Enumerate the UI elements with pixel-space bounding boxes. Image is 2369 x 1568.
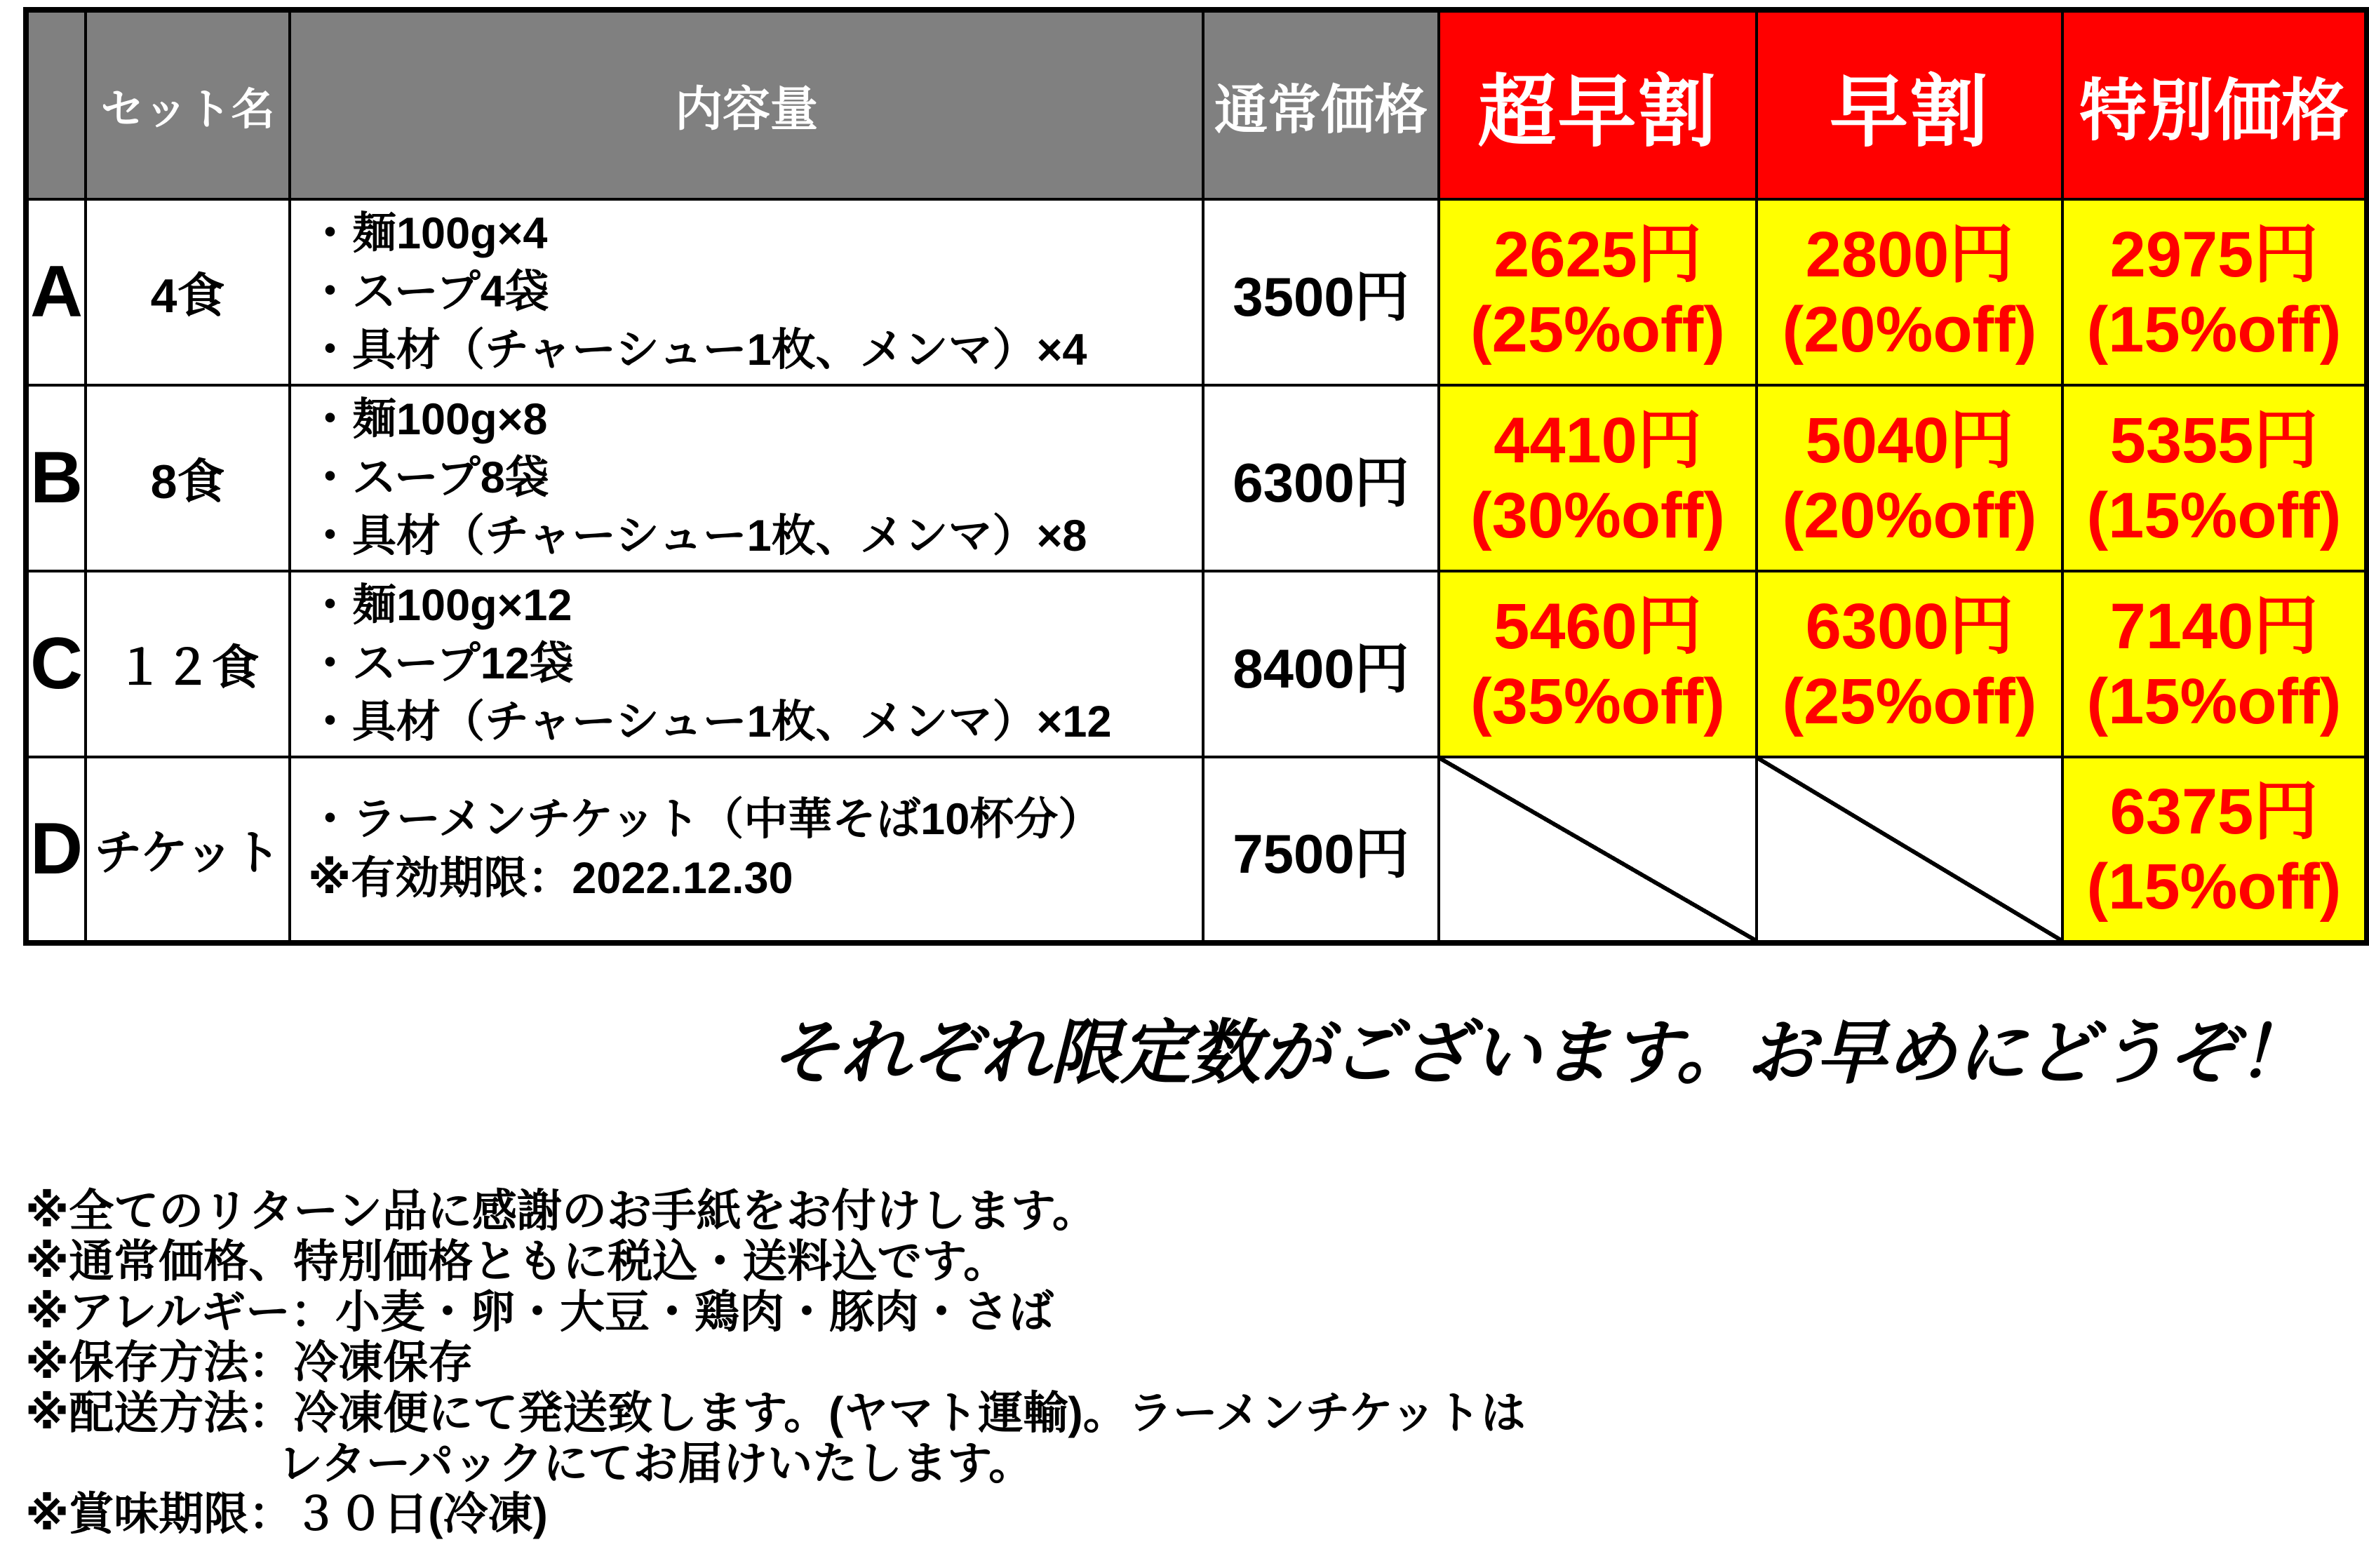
special-price-cell [2062,571,2367,757]
discount-off: (25%off) [1470,293,1725,366]
regular-price-cell: 6300円 [1203,385,1439,571]
table-row-d [26,757,2367,943]
discount-off: (25%off) [1782,665,2037,737]
discount-off: (15%off) [2086,665,2342,737]
table-row-a [26,199,2367,385]
set-name-cell: 4食 [86,199,290,385]
note-line: ※アレルギー：小麦・卵・大豆・鶏肉・豚肉・さば [25,1287,1054,1337]
header-early: 早割 [1757,10,2062,199]
special-price-cell [2062,757,2367,943]
note-line: ※配送方法：冷凍便にて発送致します。(ヤマト運輸)。ラーメンチケットは [25,1388,1526,1438]
set-name-cell: 8食 [86,385,290,571]
special-price-cell [2062,385,2367,571]
contents-cell [290,571,1203,757]
regular-price-cell: 3500円 [1203,199,1439,385]
discount-price: 5040円 [1805,404,2014,476]
discount-price: 2975円 [2109,218,2318,290]
header-set-name: セット名 [86,10,290,199]
set-letter-cell: D [26,757,86,943]
discount-off: (30%off) [1470,479,1725,551]
content-line: ・具材（チャーシュー1枚、メンマ）×8 [308,511,1087,561]
headline: それぞれ限定数がございます。お早めにどうぞ！ [770,1014,2307,1092]
contents-cell [290,757,1203,943]
set-name-cell: １２食 [86,571,290,757]
note-line-continuation: レターパックにてお届けいたします。 [278,1438,1034,1489]
regular-price-cell: 8400円 [1203,571,1439,757]
discount-price: 7140円 [2109,590,2318,662]
content-line: ・スープ4袋 [308,267,549,316]
contents-cell [290,199,1203,385]
set-letter-cell: A [26,199,86,385]
header-set-letter [26,10,86,199]
content-line: ・麺100g×8 [308,394,548,444]
content-line: ※有効期限：2022.12.30 [308,853,793,903]
note-line: ※全てのリターン品に感謝のお手紙をお付けします。 [25,1186,1097,1236]
early-cell [1757,385,2062,571]
table-row-b [26,385,2367,571]
discount-price: 5460円 [1494,590,1702,662]
discount-off: (20%off) [1782,479,2037,551]
discount-off: (20%off) [1782,293,2037,366]
table-row-c [26,571,2367,757]
note-line: ※保存方法：冷凍保存 [25,1337,474,1388]
content-line: ・具材（チャーシュー1枚、メンマ）×4 [308,326,1087,375]
early-cell [1757,199,2062,385]
super-early-cell-diagonal-slash [1439,757,1757,943]
discount-price: 5355円 [2109,404,2318,476]
content-line: ・具材（チャーシュー1枚、メンマ）×12 [308,697,1112,747]
discount-off: (15%off) [2086,293,2342,366]
header-super-early: 超早割 [1439,10,1757,199]
content-line: ・麺100g×12 [308,580,572,630]
discount-off: (15%off) [2086,850,2342,923]
discount-price: 6375円 [2109,775,2318,847]
content-line: ・スープ12袋 [308,638,574,688]
super-early-cell [1439,385,1757,571]
super-early-cell [1439,571,1757,757]
contents-cell [290,385,1203,571]
content-line: ・スープ8袋 [308,453,549,502]
note-line: ※賞味期限：３０日(冷凍) [25,1489,548,1539]
discount-price: 6300円 [1805,590,2014,662]
set-name-cell: チケット [86,757,290,943]
header-contents: 内容量 [290,10,1203,199]
header-row [26,10,2367,199]
super-early-cell [1439,199,1757,385]
notes [25,1186,1526,1539]
header-special-price: 特別価格 [2062,10,2367,199]
set-letter-cell: C [26,571,86,757]
header-regular-price: 通常価格 [1203,10,1439,199]
discount-price: 2800円 [1805,218,2014,290]
discount-price: 2625円 [1494,218,1702,290]
content-line: ・ラーメンチケット（中華そば10杯分） [308,795,1103,845]
early-cell [1757,571,2062,757]
special-price-cell [2062,199,2367,385]
regular-price-cell: 7500円 [1203,757,1439,943]
price-table [23,7,2369,946]
early-cell-diagonal-slash [1757,757,2062,943]
discount-off: (35%off) [1470,665,1725,737]
note-line: ※通常価格、特別価格ともに税込・送料込です。 [25,1236,1009,1287]
set-letter-cell: B [26,385,86,571]
content-line: ・麺100g×4 [308,208,548,258]
discount-price: 4410円 [1494,404,1702,476]
discount-off: (15%off) [2086,479,2342,551]
